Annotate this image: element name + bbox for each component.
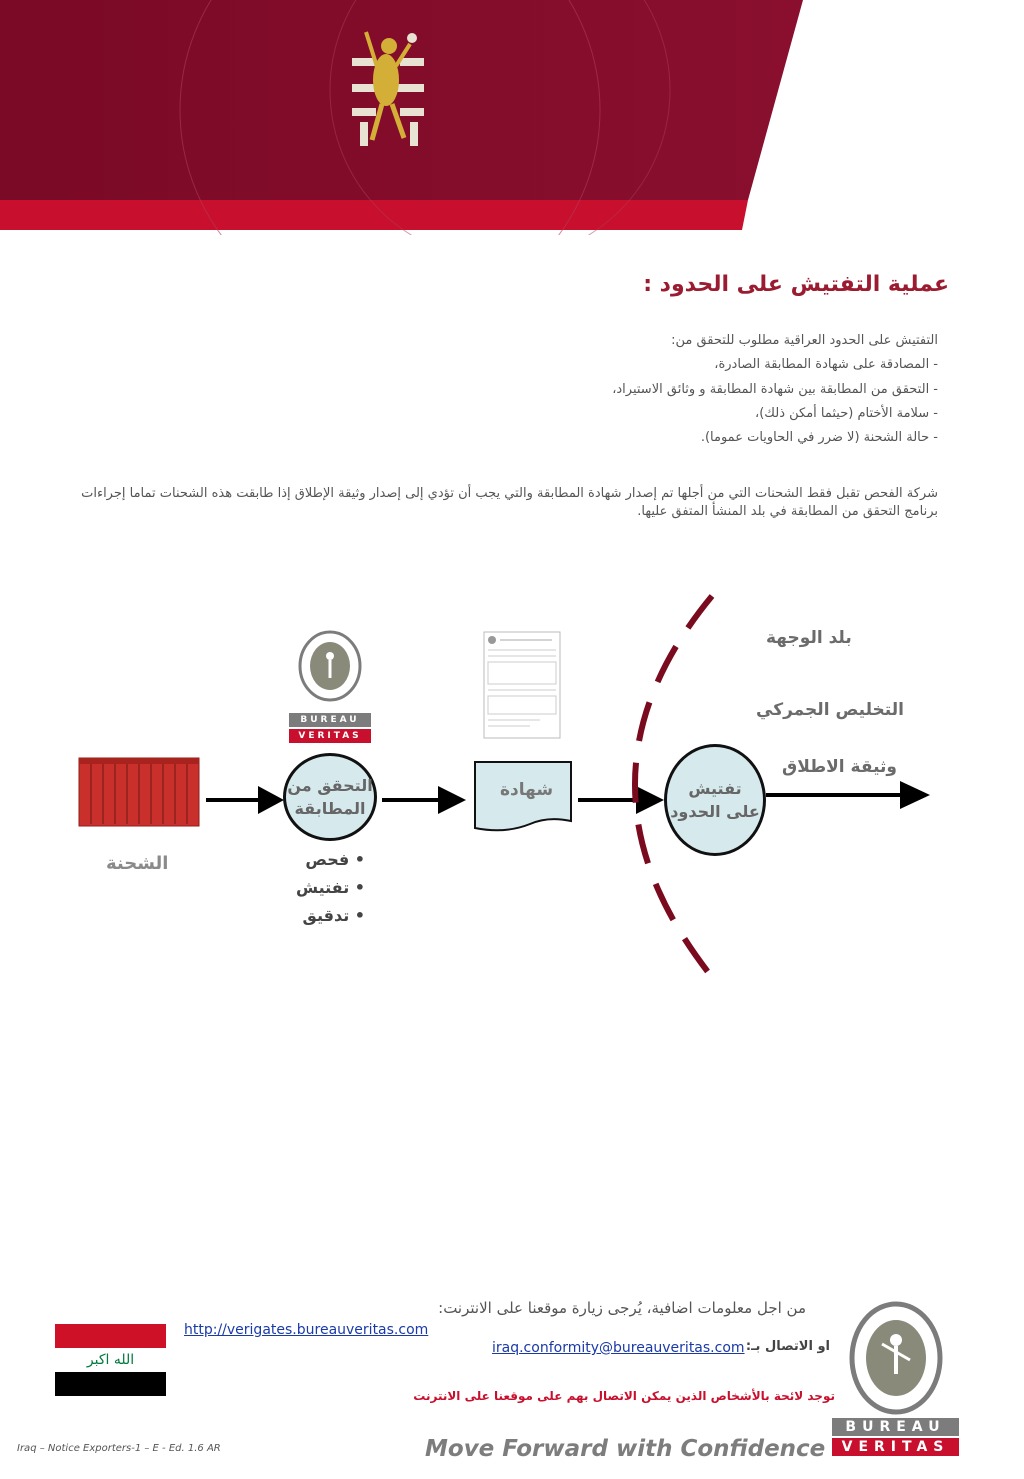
bureau-veritas-footer-logo [848,1300,944,1416]
bullet-item: • تفتيش [296,878,365,897]
intro-block [612,333,938,454]
point-4: - حالة الشحنة (لا ضرر في الحاويات عموما). [700,430,938,445]
description-paragraph [78,485,938,520]
shipment-label: الشحنة [106,853,169,874]
point-2: - التحقق من المطابقة بين شهادة المطابقة و وثائق الاستيراد، [612,381,938,397]
certificate-label: شهادة [500,780,554,800]
flow-arrow-3 [578,786,664,814]
email-link[interactable]: iraq.conformity@bureauveritas.com [492,1340,745,1356]
bureau-veritas-logo [300,632,360,700]
release-label: وثيقة الاطلاق [782,757,897,777]
header-banner [0,0,1024,235]
point-3: - سلامة الأختام (حيثما أمكن ذلك)، [755,405,938,421]
more-info-text: من اجل معلومات اضافية، يُرجى زيارة موقعنا على الانترنت: [438,1299,806,1317]
contact-label: او الاتصال بـ: [745,1339,830,1354]
bv-logo-wordmark: BUREAU VERITAS [289,713,371,749]
section-title: عملية التفتيش على الحدود : [643,272,949,297]
shipping-container-icon [79,758,199,826]
bv-footer-wordmark: BUREAU VERITAS [832,1418,959,1456]
bullet-item: • تدقيق [302,906,365,925]
document-reference: Iraq – Notice Exporters-1 – E - Ed. 1.6 AR [17,1443,221,1454]
contact-list-note: توجد لائحة بالأشخاص الذين يمكن الاتصال بهم على موقعنا على الانترنت [413,1389,835,1403]
website-link[interactable]: http://verigates.bureauveritas.com [184,1322,429,1338]
flow-arrow-2 [382,786,466,814]
iraq-flag-icon: الله اكبر [55,1324,166,1396]
intro-text: التفتيش على الحدود العراقية مطلوب للتحقق من: [671,333,938,348]
destination-label: بلد الوجهة [766,628,852,648]
paragraph-line-2: برنامج التحقق من المطابقة في بلد المنشأ المتفق عليها. [637,503,938,519]
customs-label: التخليص الجمركي [756,700,904,720]
point-1: - المصادقة على شهادة المطابقة الصادرة، [714,357,938,373]
paragraph-line-1: شركة الفحص تقبل فقط الشحنات التي من أجلها تم إصدار شهادة المطابقة والتي يجب أن تؤدي إلى إصدار وثيقة الإطلاق إذا طابقت هذه الشحنات تماما إجراءات [81,486,938,501]
flow-arrow-4 [766,781,930,809]
tagline: Move Forward with Confidence [425,1436,826,1462]
verification-bullets [296,846,365,930]
verification-circle: التحقق من المطابقة [283,753,377,841]
certificate-document-icon [484,632,560,738]
border-inspection-circle: تفتيش على الحدود [664,744,766,856]
bullet-item: • فحص [305,850,365,869]
flow-arrow-1 [206,786,284,814]
